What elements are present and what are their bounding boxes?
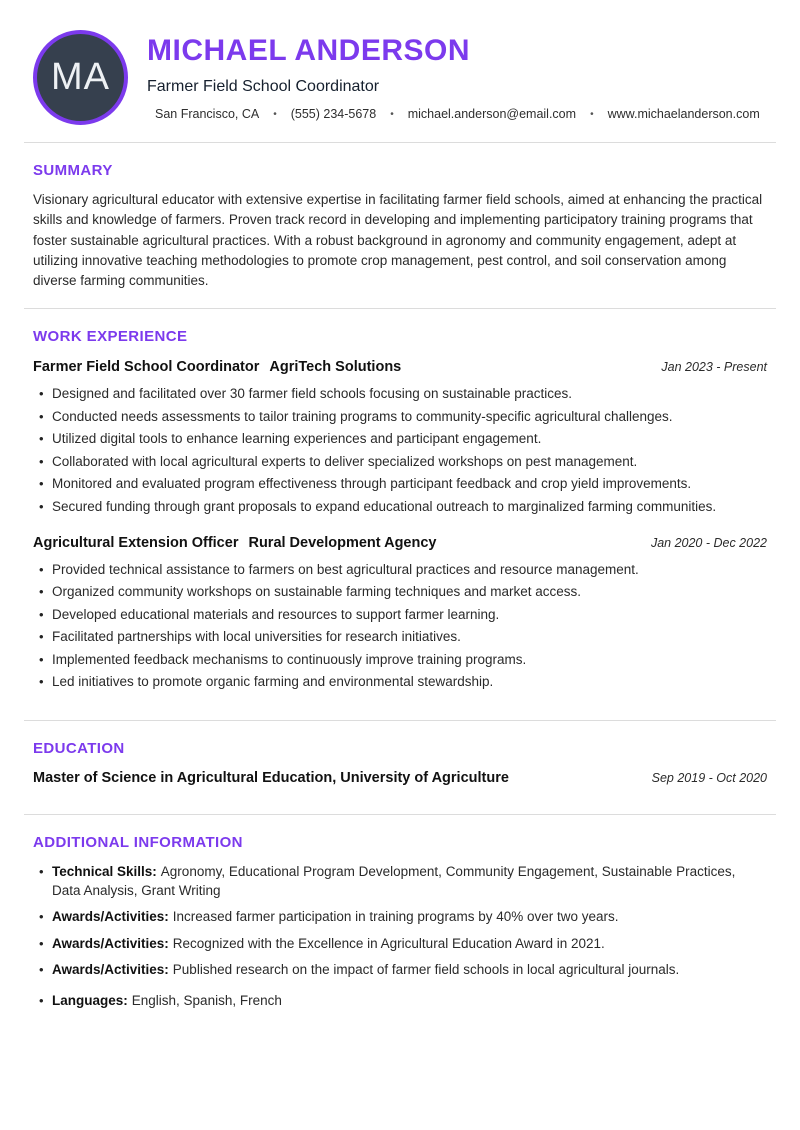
info-item-text: Published research on the impact of farmer field schools in local agricultural journals.	[172, 962, 680, 978]
job-bullet: • Facilitated partnerships with local universities for research initiatives.	[33, 627, 767, 647]
job-bullet: • Conducted needs assessments to tailor training programs to community-specific agricultural challenges.	[33, 407, 767, 427]
job-bullet: • Utilized digital tools to enhance learning experiences and participant engagement.	[33, 429, 767, 449]
job-title-line	[33, 535, 436, 551]
dot-separator-icon: •	[273, 108, 277, 120]
avatar-initials: MA	[51, 56, 110, 98]
info-item	[33, 863, 767, 900]
additional-info-list	[33, 863, 767, 1010]
job-title-line	[33, 359, 401, 375]
job-bullet: • Developed educational materials and resources to support farmer learning.	[33, 605, 767, 625]
header-text	[147, 34, 767, 121]
section-education	[33, 740, 767, 786]
info-item	[33, 992, 767, 1011]
info-item-label: Awards/Activities:	[52, 935, 169, 951]
section-divider	[24, 308, 776, 309]
education-dates: Sep 2019 - Oct 2020	[651, 771, 767, 786]
job-bullet: • Provided technical assistance to farmers on best agricultural practices and resource management.	[33, 560, 767, 580]
job-company: Rural Development Agency	[248, 534, 437, 551]
section-work-experience	[33, 328, 767, 692]
section-divider	[24, 814, 776, 815]
info-item	[33, 908, 767, 927]
job-bullet: • Designed and facilitated over 30 farmer field schools focusing on sustainable practices.	[33, 384, 767, 404]
job-bullet: • Monitored and evaluated program effectiveness through participant feedback and crop yield improvements.	[33, 474, 767, 494]
education-heading: EDUCATION	[33, 740, 125, 758]
education-degree: Master of Science in Agricultural Education, University of Agriculture	[33, 770, 509, 787]
additional-information-heading: ADDITIONAL INFORMATION	[33, 834, 243, 852]
job-company: AgriTech Solutions	[269, 359, 402, 376]
contact-website: www.michaelanderson.com	[607, 107, 760, 121]
job-entry	[33, 359, 767, 517]
dot-separator-icon: •	[590, 108, 594, 120]
job-role: Farmer Field School Coordinator	[33, 359, 260, 376]
info-item-text: Agronomy, Educational Program Development, Community Engagement, Sustainable Practices, Data Analysis, Grant Writing	[52, 864, 736, 898]
summary-heading: SUMMARY	[33, 162, 113, 179]
job-entry-header	[33, 359, 767, 375]
info-item-text: Recognized with the Excellence in Agricultural Education Award in 2021.	[172, 935, 605, 951]
contact-email: michael.anderson@email.com	[407, 107, 577, 121]
section-additional-information	[33, 834, 767, 1010]
info-item-text: Increased farmer participation in training programs by 40% over two years.	[172, 909, 619, 925]
contact-phone: (555) 234-5678	[290, 107, 377, 121]
candidate-headline: Farmer Field School Coordinator	[147, 78, 380, 95]
job-entry	[33, 535, 767, 693]
job-bullet: • Secured funding through grant proposals to expand educational outreach to marginalized farming communities.	[33, 497, 767, 517]
info-item-label: Awards/Activities:	[52, 962, 169, 978]
info-item	[33, 935, 767, 954]
education-entry	[33, 770, 767, 786]
info-item-label: Languages:	[52, 992, 128, 1008]
job-dates: Jan 2020 - Dec 2022	[650, 535, 767, 550]
job-bullet: • Organized community workshops on sustainable farming techniques and market access.	[33, 582, 767, 602]
section-divider	[24, 142, 776, 143]
job-dates: Jan 2023 - Present	[661, 360, 767, 375]
dot-separator-icon: •	[390, 108, 394, 120]
work-experience-heading: WORK EXPERIENCE	[33, 328, 188, 346]
info-item-label: Technical Skills:	[52, 864, 157, 880]
job-bullet: • Implemented feedback mechanisms to continuously improve training programs.	[33, 650, 767, 670]
avatar	[33, 30, 128, 125]
job-bullet: • Collaborated with local agricultural experts to deliver specialized workshops on pest management.	[33, 452, 767, 472]
resume-header	[33, 30, 767, 125]
job-bullet: • Led initiatives to promote organic farming and environmental stewardship.	[33, 672, 767, 692]
info-item-label: Awards/Activities:	[52, 909, 169, 925]
job-role: Agricultural Extension Officer	[33, 534, 239, 551]
job-entry-header	[33, 535, 767, 551]
candidate-name: MICHAEL ANDERSON	[147, 34, 471, 67]
section-divider	[24, 720, 776, 721]
section-summary	[33, 162, 767, 291]
info-item	[33, 961, 767, 980]
job-bullet-list	[33, 560, 767, 693]
contact-location: San Francisco, CA	[155, 107, 260, 121]
info-item-text: English, Spanish, French	[131, 992, 282, 1008]
summary-text: Visionary agricultural educator with extensive expertise in facilitating farmer field schools, aimed at enhancing the practical skills and knowledge of farmers. Proven track record in developing and implementing participatory training programs that foster sustainable agricultural practices. With a robust background in agronomy and community engagement, adept at utilizing innovative teaching methodologies to promote crop management, pest control, and soil conservation among diverse farming communities.	[33, 192, 763, 289]
job-bullet-list	[33, 384, 767, 517]
contact-row	[147, 107, 767, 121]
